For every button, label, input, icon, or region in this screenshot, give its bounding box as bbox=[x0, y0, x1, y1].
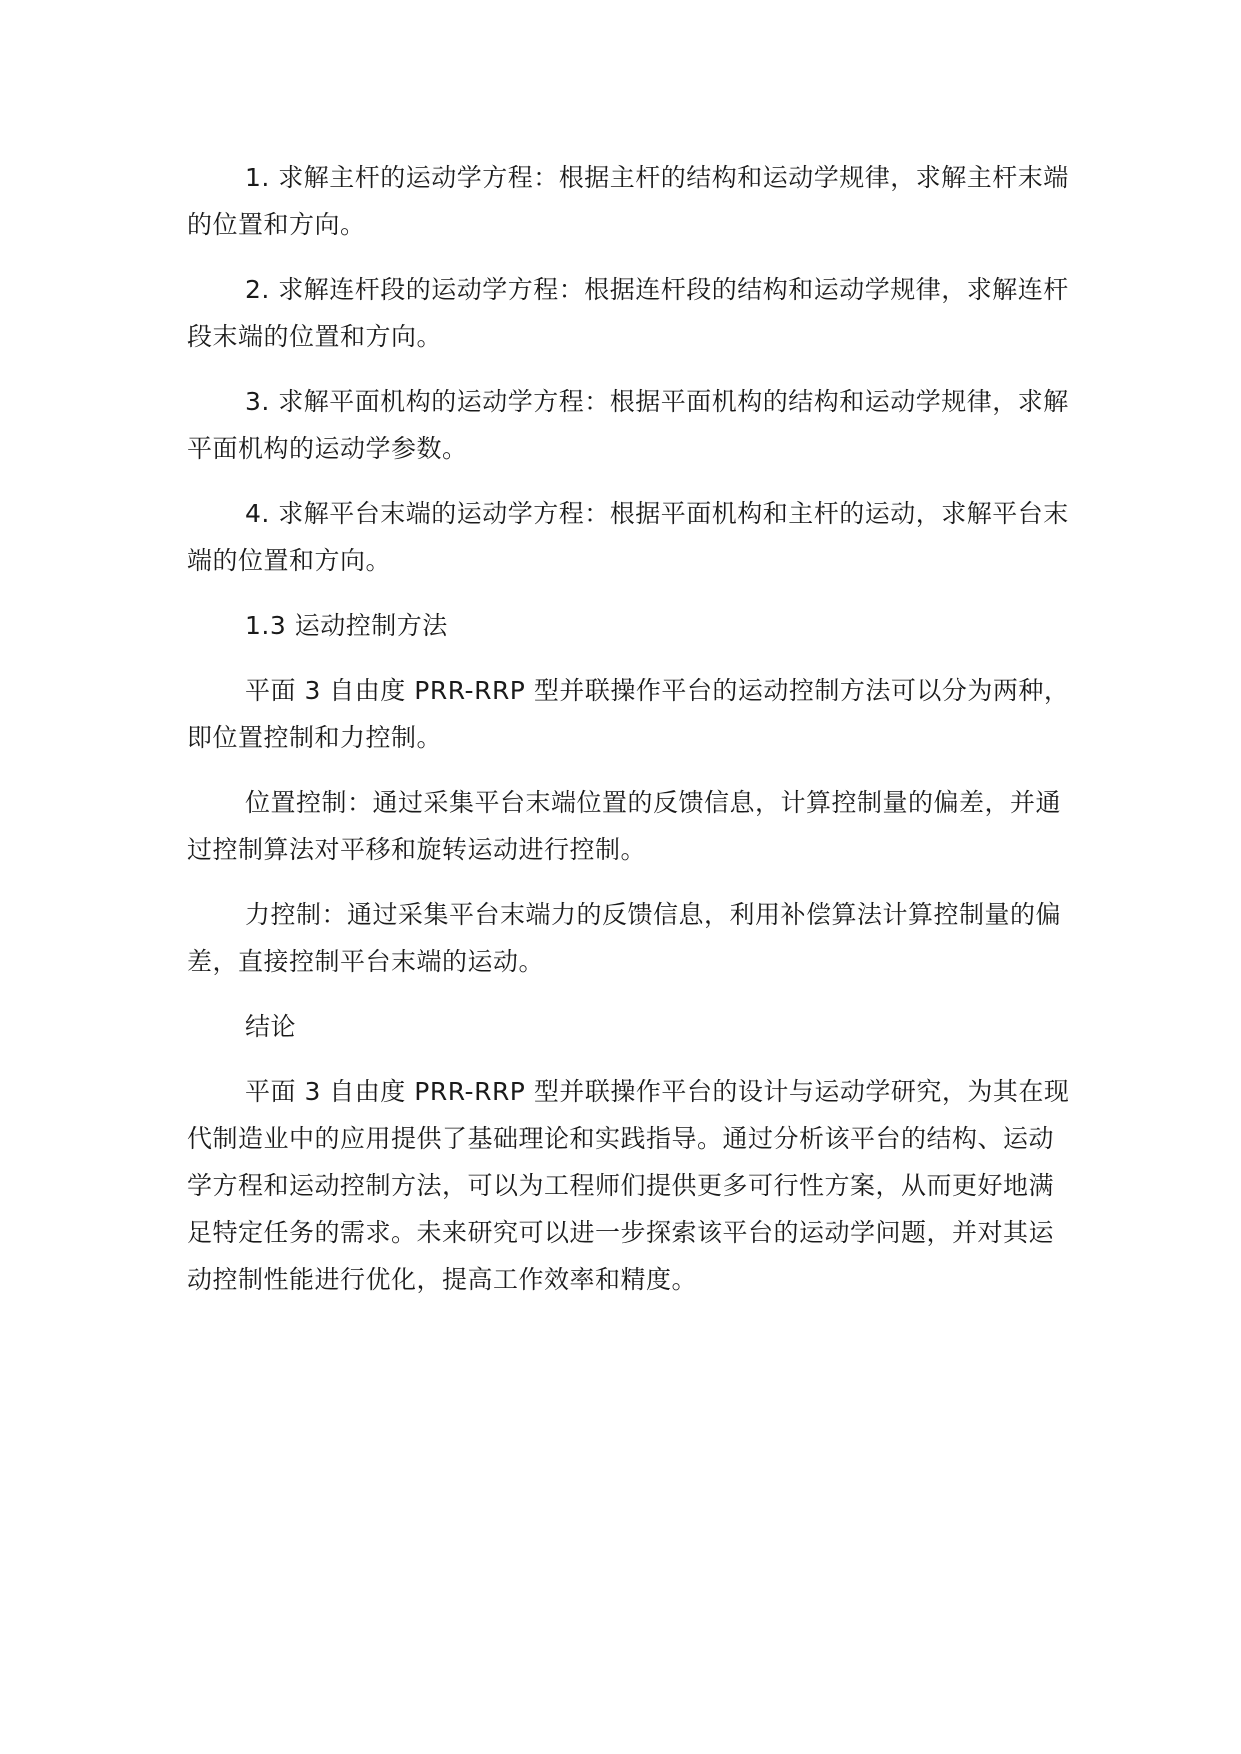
paragraph-conclusion: 平面 3 自由度 PRR-RRP 型并联操作平台的设计与运动学研究，为其在现代制造业中的应用提供了基础理论和实践指导。通过分析该平台的结构、运动学方程和运动控制方法，可以为工程师们提供更多可行性方案，从而更好地满足特定任务的需求。未来研究可以进一步探索该平台的运动学问题，并对其运动控制性能进行优化，提高工作效率和精度。 bbox=[187, 1077, 1070, 1294]
paragraph-step-3: 3. 求解平面机构的运动学方程：根据平面机构的结构和运动学规律，求解平面机构的运动学参数。 bbox=[187, 387, 1069, 463]
section-heading-conclusion: 结论 bbox=[245, 1012, 297, 1041]
paragraph-step-1: 1. 求解主杆的运动学方程：根据主杆的结构和运动学规律，求解主杆末端的位置和方向。 bbox=[187, 163, 1069, 239]
paragraph-step-4: 4. 求解平台末端的运动学方程：根据平面机构和主杆的运动，求解平台末端的位置和方向。 bbox=[187, 499, 1069, 575]
paragraph-position-control: 位置控制：通过采集平台末端位置的反馈信息，计算控制量的偏差，并通过控制算法对平移和旋转运动进行控制。 bbox=[187, 788, 1062, 864]
paragraph-step-2: 2. 求解连杆段的运动学方程：根据连杆段的结构和运动学规律，求解连杆段末端的位置和方向。 bbox=[187, 275, 1069, 351]
paragraph-control-intro: 平面 3 自由度 PRR-RRP 型并联操作平台的运动控制方法可以分为两种，即位置控制和力控制。 bbox=[187, 676, 1070, 752]
paragraph-force-control: 力控制：通过采集平台末端力的反馈信息，利用补偿算法计算控制量的偏差，直接控制平台末端的运动。 bbox=[187, 900, 1062, 976]
section-heading-motion-control: 1.3 运动控制方法 bbox=[245, 611, 448, 640]
document-body bbox=[187, 154, 1077, 1321]
